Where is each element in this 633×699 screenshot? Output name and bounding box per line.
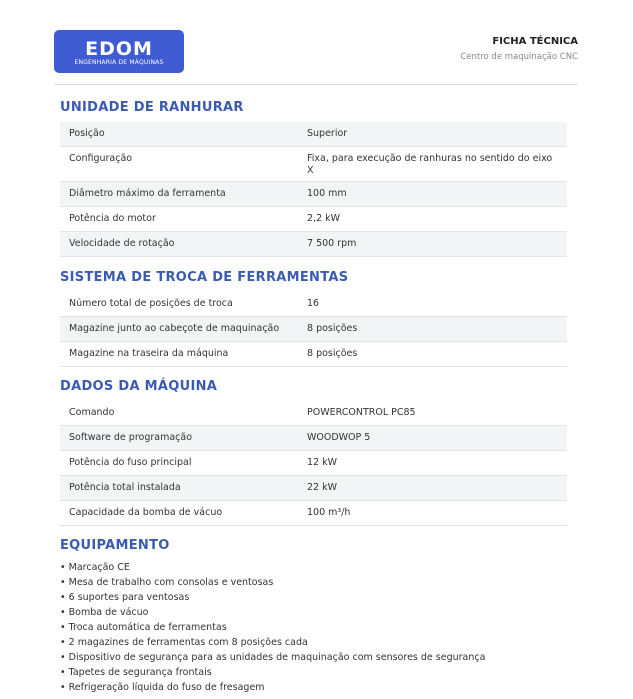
spec-row: [60, 401, 567, 426]
spec-label: Velocidade de rotação: [69, 238, 175, 249]
spec-value: 7 500 rpm: [307, 238, 357, 249]
section-title: UNIDADE DE RANHURAR: [60, 100, 244, 115]
spec-value: Superior: [307, 128, 348, 139]
spec-row: [60, 342, 567, 367]
spec-label: Diâmetro máximo da ferramenta: [69, 188, 226, 199]
spec-row: [60, 426, 567, 451]
section-title: EQUIPAMENTO: [60, 538, 170, 553]
spec-value: WOODWOP 5: [307, 432, 371, 443]
spec-value: 8 posições: [307, 348, 358, 359]
logo-subtitle: ENGENHARIA DE MÁQUINAS: [74, 59, 164, 66]
section-machine-data: [60, 379, 567, 526]
document-type: FICHA TÉCNICA: [492, 36, 578, 47]
section-title: DADOS DA MÁQUINA: [60, 379, 218, 394]
list-item: • 6 suportes para ventosas: [60, 590, 567, 605]
spec-label: Capacidade da bomba de vácuo: [69, 507, 223, 518]
document-subtitle: Centro de maquinação CNC: [460, 52, 578, 62]
spec-value: 22 kW: [307, 482, 338, 493]
spec-row: [60, 292, 567, 317]
spec-value: 100 m³/h: [307, 507, 351, 518]
spec-value: 100 mm: [307, 188, 347, 199]
equipment-list: [60, 560, 567, 695]
spec-row: [60, 451, 567, 476]
section-title: SISTEMA DE TROCA DE FERRAMENTAS: [60, 270, 349, 285]
spec-row: [60, 147, 567, 182]
header-divider: [54, 84, 578, 85]
list-item: • Refrigeração líquida do fuso de fresagem: [60, 680, 567, 695]
section-grooving-unit: [60, 100, 567, 257]
spec-value: POWERCONTROL PC85: [307, 407, 416, 418]
spec-row: [60, 501, 567, 526]
spec-label: Posição: [69, 128, 105, 139]
spec-label: Software de programação: [69, 432, 193, 443]
list-item: • Tapetes de segurança frontais: [60, 665, 567, 680]
list-item: • 2 magazines de ferramentas com 8 posições cada: [60, 635, 567, 650]
list-item: • Dispositivo de segurança para as unidades de maquinação com sensores de segurança: [60, 650, 567, 665]
spec-label: Magazine junto ao cabeçote de maquinação: [69, 323, 280, 334]
list-item: • Mesa de trabalho com consolas e ventosas: [60, 575, 567, 590]
spec-label: Magazine na traseira da máquina: [69, 348, 229, 359]
spec-label: Potência do fuso principal: [69, 457, 192, 468]
spec-value: 8 posições: [307, 323, 358, 334]
spec-label: Configuração: [69, 153, 133, 164]
spec-value: Fixa, para execução de ranhuras no sentido do eixo X: [307, 153, 553, 176]
spec-label: Comando: [69, 407, 115, 418]
spec-row: [60, 476, 567, 501]
spec-label: Potência total instalada: [69, 482, 181, 493]
section-equipment: [60, 538, 567, 695]
spec-label: Número total de posições de troca: [69, 298, 233, 309]
logo-title: EDOM: [85, 38, 153, 60]
list-item: • Marcação CE: [60, 560, 567, 575]
spec-value: 12 kW: [307, 457, 338, 468]
spec-row: [60, 317, 567, 342]
spec-row: [60, 182, 567, 207]
spec-row: [60, 207, 567, 232]
document-header: [54, 30, 578, 85]
section-tool-change-system: [60, 270, 567, 367]
company-logo: [54, 30, 184, 73]
spec-label: Potência do motor: [69, 213, 156, 224]
list-item: • Troca automática de ferramentas: [60, 620, 567, 635]
list-item: • Bomba de vácuo: [60, 605, 567, 620]
spec-value: 16: [307, 298, 320, 309]
spec-value: 2,2 kW: [307, 213, 341, 224]
spec-row: [60, 232, 567, 257]
spec-row: [60, 122, 567, 147]
